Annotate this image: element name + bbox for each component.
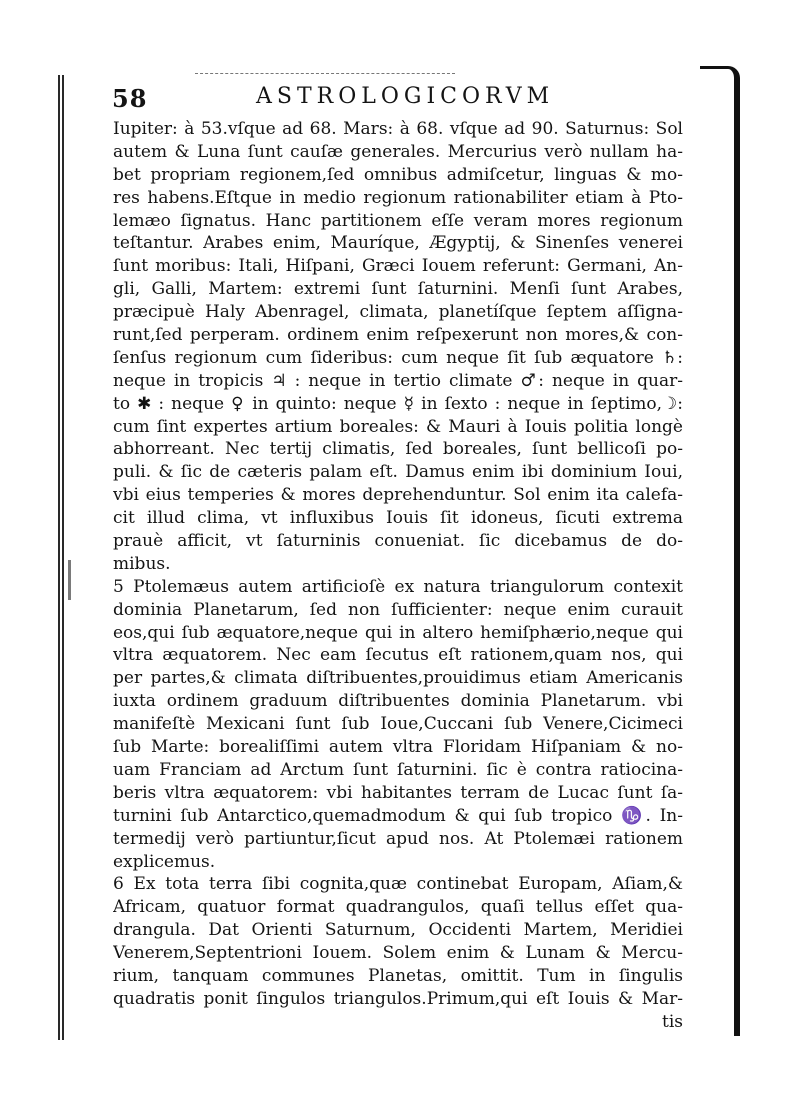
text-line: rium, tanquam communes Planetas, omittit. Tum in ſingulis (113, 965, 683, 986)
text-line: 6 Ex tota terra ſibi cognita,quæ continebat Europam, Aſiam,& (113, 874, 683, 895)
page-header (112, 84, 702, 116)
text-line: puli. & ſic de cæteris palam eſt. Damus enim ibi dominium Ioui, (113, 462, 683, 483)
text-line: beris vltra æquatorem: vbi habitantes terram de Lucac ſunt ſa- (113, 782, 683, 803)
text-line: abhorreant. Nec tertij climatis, ſed boreales, ſunt bellicoſi po- (113, 439, 683, 460)
top-rule (195, 73, 455, 74)
text-line: to ✱ : neque ♀ in quinto: neque ☿ in ſexto : neque in ſeptimo,☽: (113, 393, 683, 414)
text-line: gli, Galli, Martem: extremi ſunt ſaturnini. Menſi ſunt Arabes, (113, 279, 683, 300)
text-line: teſtantur. Arabes enim, Mauríque, Ægyptij, & Sinenſes venerei (113, 233, 683, 254)
text-line: ſenſus regionum cum ſideribus: cum neque ſit ſub æquatore ♄: (113, 347, 683, 368)
text-line: ſub Marte: borealiſſimi autem vltra Floridam Hiſpaniam & no- (113, 737, 683, 758)
text-line: manifeſtè Mexicani ſunt ſub Ioue,Cuccani ſub Venere,Cicimeci (113, 714, 683, 735)
text-line: termedij verò partiuntur,ſicut apud nos. At Ptolemæi rationem (113, 828, 683, 849)
text-line: mibus. (113, 553, 171, 574)
text-line: eos,qui ſub æquatore,neque qui in altero hemiſphærio,neque qui (113, 622, 683, 643)
text-line: cit illud clima, vt influxibus Iouis ſit idoneus, ſicuti extrema (113, 508, 683, 529)
text-line: quadratis ponit ſingulos triangulos.Primum,qui eſt Iouis & Mar- (113, 988, 683, 1009)
text-line: turnini ſub Antarctico,quemadmodum & qui ſub tropico ♑. In- (113, 805, 683, 826)
text-line: res habens.Eſtque in medio regionum rationabiliter etiam à Pto- (113, 187, 683, 208)
text-line: vbi eius temperies & mores deprehenduntur. Sol enim ita calefa- (113, 485, 683, 506)
text-line: autem & Luna ſunt cauſæ generales. Mercurius verò nullam ha- (113, 141, 683, 162)
text-line: iuxta ordinem graduum diſtribuentes dominia Planetarum. vbi (113, 691, 683, 712)
text-line: per partes,& climata diſtribuentes,prouidimus etiam Americanis (113, 668, 683, 689)
text-line: drangula. Dat Orienti Saturnum, Occidenti Martem, Meridiei (113, 920, 683, 941)
text-line: 5 Ptolemæus autem artificioſè ex natura triangulorum contexit (113, 576, 683, 597)
text-line: neque in tropicis ♃ : neque in tertio climate ♂: neque in quar- (113, 370, 683, 391)
text-line: lemæo ſignatus. Hanc partitionem eſſe veram mores regionum (113, 210, 683, 231)
text-line: explicemus. (113, 851, 216, 872)
text-line: cum ſint expertes artium boreales: & Mauri à Iouis politia longè (113, 416, 683, 437)
text-line: præcipuè Haly Abenragel, climata, planetíſque ſeptem aſſigna- (113, 302, 683, 323)
text-line: runt,ſed perperam. ordinem enim reſpexerunt non mores,& con- (113, 325, 683, 346)
text-line: dominia Planetarum, ſed non ſufficienter: neque enim curauit (113, 599, 683, 620)
catchword: tis (662, 1011, 683, 1032)
text-line: Africam, quatuor format quadrangulos, quaſi tellus eſſet qua- (113, 897, 683, 918)
scan-edge-right (700, 66, 740, 1036)
text-line: uam Franciam ad Arctum ſunt ſaturnini. ſic è contra ratiocina- (113, 759, 683, 780)
text-line: bet propriam regionem,ſed omnibus admiſcetur, linguas & mo- (113, 164, 683, 185)
text-line: prauè afficit, vt ſaturninis conueniat. ſic dicebamus de do- (113, 531, 683, 552)
text-line: Venerem,Septentrioni Iouem. Solem enim & Lunam & Mercu- (113, 943, 683, 964)
page-number: 58 (112, 84, 148, 113)
scan-mark-left (68, 560, 71, 600)
body-text (113, 118, 683, 1034)
text-line: vltra æquatorem. Nec eam ſecutus eſt rationem,quam nos, qui (113, 645, 683, 666)
text-line: ſunt moribus: Itali, Hiſpani, Græci Iouem referunt: Germani, An- (113, 256, 683, 277)
scan-edge-left (58, 75, 64, 1040)
text-line: Iupiter: à 53.vſque ad 68. Mars: à 68. vſque ad 90. Saturnus: Sol (113, 119, 683, 139)
running-head: ASTROLOGICORVM (256, 84, 555, 109)
